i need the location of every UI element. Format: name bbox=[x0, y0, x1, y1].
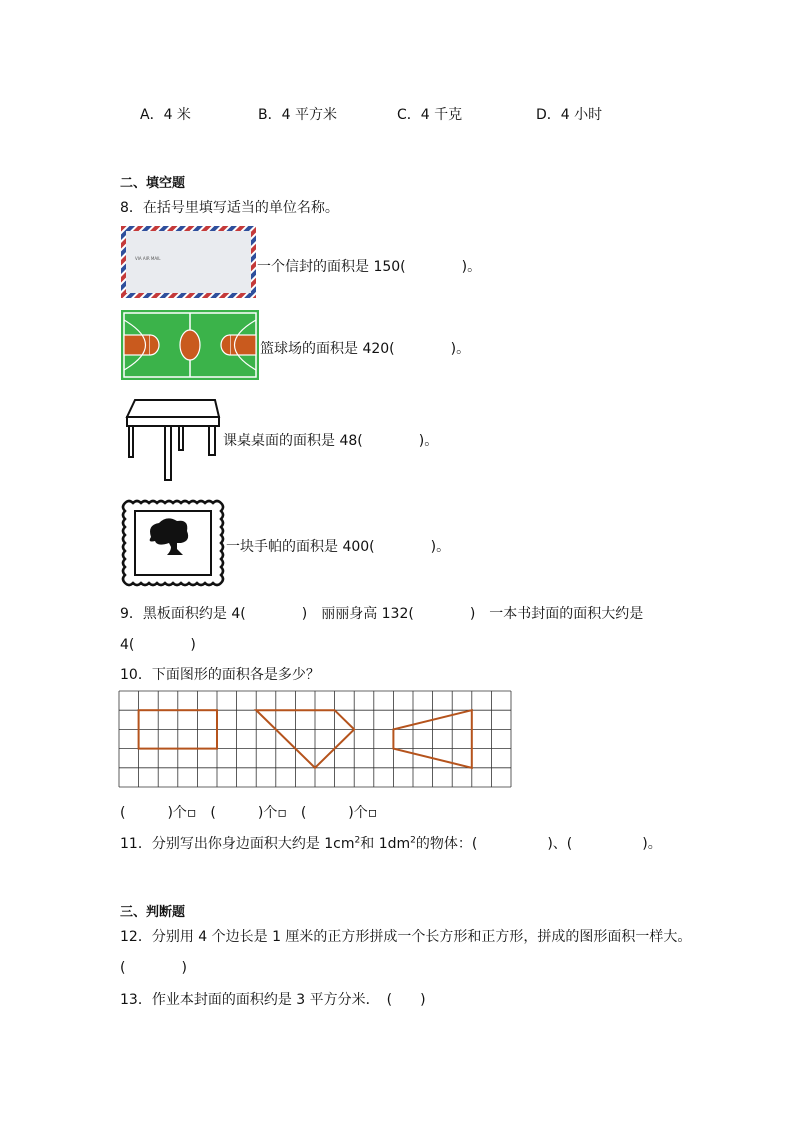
question-11 bbox=[120, 833, 662, 853]
handkerchief-image bbox=[121, 497, 225, 589]
question-11-post: 的物体：( )、( )。 bbox=[415, 836, 662, 852]
pentagon-shape bbox=[256, 710, 354, 768]
option-b: B．4 平方米 bbox=[258, 107, 337, 123]
question-8: 8．在括号里填写适当的单位名称。 bbox=[120, 200, 339, 216]
question-9-line1: 9．黑板面积约是 4( ) 丽丽身高 132( ) 一本书封面的面积大约是 bbox=[120, 606, 644, 622]
question-12-answer: ( ) bbox=[120, 960, 187, 976]
section-judgment-title: 三、判断题 bbox=[120, 905, 186, 920]
q8-item-court: 篮球场的面积是 420( )。 bbox=[260, 341, 471, 357]
q8-item-handkerchief: 一块手帕的面积是 400( )。 bbox=[226, 539, 451, 555]
envelope-image bbox=[121, 226, 256, 298]
envelope-caption: VIA AIR MAIL bbox=[135, 256, 161, 261]
q8-item-desk: 课桌桌面的面积是 48( )。 bbox=[223, 433, 439, 449]
question-13: 13．作业本封面的面积约是 3 平方分米． ( ) bbox=[120, 992, 426, 1008]
grid-figure bbox=[118, 690, 514, 790]
desk-image bbox=[121, 395, 221, 485]
question-11-sup1: 2 bbox=[354, 835, 361, 846]
q8-item-envelope: 一个信封的面积是 150( )。 bbox=[257, 259, 482, 275]
question-11-mid: 和 1dm bbox=[360, 836, 411, 852]
question-12: 12．分别用 4 个边长是 1 厘米的正方形拼成一个长方形和正方形，拼成的图形面积一样大。 bbox=[120, 929, 692, 945]
option-d: D．4 小时 bbox=[536, 107, 603, 123]
question-11-pre: 11．分别写出你身边面积大约是 1cm bbox=[120, 836, 355, 852]
question-9-line2: 4( ) bbox=[120, 637, 196, 653]
option-c: C．4 千克 bbox=[397, 107, 463, 123]
grid-lines bbox=[119, 691, 511, 787]
basketball-court-image bbox=[121, 310, 259, 380]
option-a: A．4 米 bbox=[140, 107, 191, 123]
question-10-answers: ( )个▫ ( )个▫ ( )个▫ bbox=[120, 805, 378, 821]
section-fill-blank-title: 二、填空题 bbox=[120, 176, 186, 191]
question-11-sup2: 2 bbox=[410, 835, 416, 846]
question-10: 10．下面图形的面积各是多少？ bbox=[120, 667, 320, 683]
